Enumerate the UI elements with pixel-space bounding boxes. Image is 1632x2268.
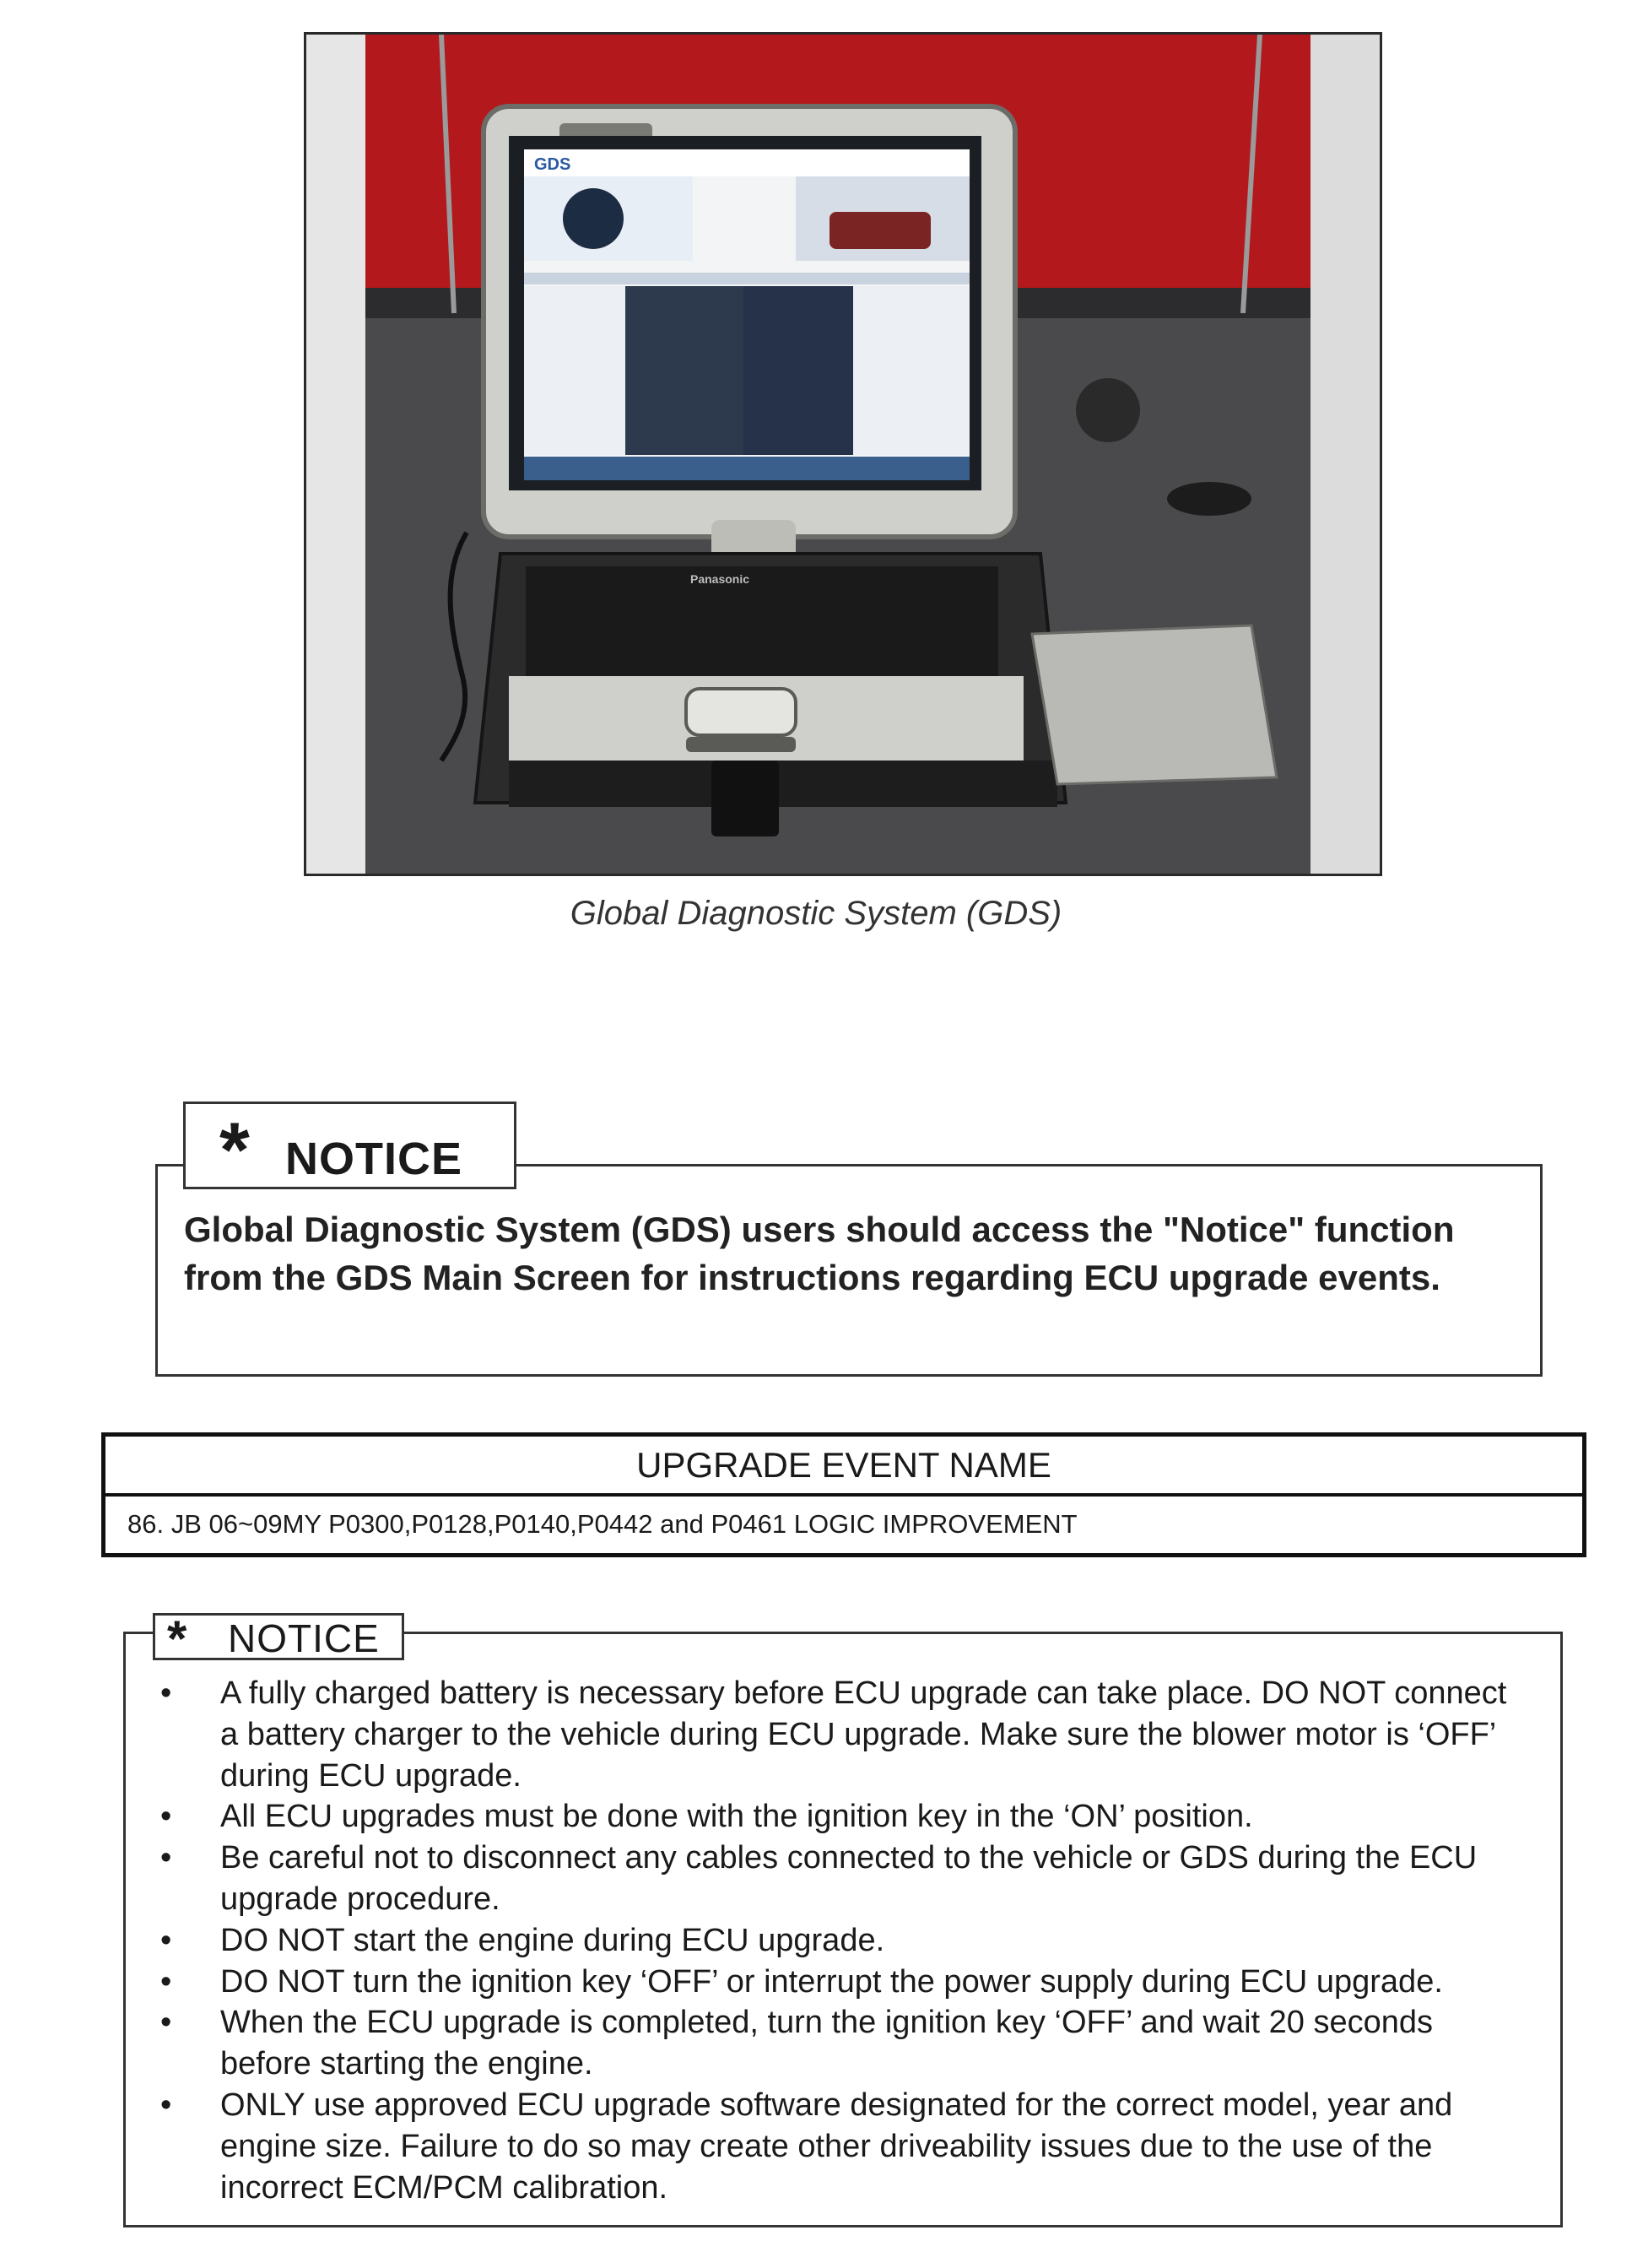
notice-text: Global Diagnostic System (GDS) users should access the "Notice" function from the GDS Main Screen for instructions regarding ECU upgrade events. <box>184 1210 1455 1297</box>
upgrade-event-table <box>101 1432 1586 1557</box>
bullet-icon: • <box>160 2087 172 2123</box>
notice-heading-tab <box>183 1102 516 1194</box>
list-item: • DO NOT turn the ignition key ‘OFF’ or interrupt the power supply during ECU upgrade. <box>160 1962 1527 2003</box>
bullet-icon: • <box>160 1922 172 1958</box>
list-item: • A fully charged battery is necessary before ECU upgrade can take place. DO NOT connect a battery charger to the vehicle during ECU upgrade. Make sure the blower motor is ‘OFF’ during ECU upgrade. <box>160 1673 1527 1796</box>
table-header: UPGRADE EVENT NAME <box>105 1437 1582 1497</box>
table-row: 86. JB 06~09MY P0300,P0128,P0140,P0442 and P0461 LOGIC IMPROVEMENT <box>127 1509 1078 1539</box>
notice-title: NOTICE <box>285 1134 463 1184</box>
gds-laptop-illustration <box>306 35 1380 874</box>
bullet-icon: • <box>160 1963 172 2000</box>
list-item: • When the ECU upgrade is completed, turn the ignition key ‘OFF’ and wait 20 seconds before starting the engine. <box>160 2002 1527 2085</box>
notice-title: NOTICE <box>228 1616 380 1660</box>
precaution-list <box>160 1673 1527 2208</box>
list-item: • All ECU upgrades must be done with the ignition key in the ‘ON’ position. <box>160 1796 1527 1838</box>
bullet-icon: • <box>160 2005 172 2041</box>
gds-photo <box>304 32 1382 876</box>
list-item: • DO NOT start the engine during ECU upgrade. <box>160 1920 1527 1962</box>
bullet-icon: • <box>160 1840 172 1876</box>
notice-asterisk-icon: * <box>167 1610 187 1667</box>
list-item: • Be careful not to disconnect any cables connected to the vehicle or GDS during the ECU upgrade procedure. <box>160 1838 1527 1920</box>
bullet-icon: • <box>160 1675 172 1711</box>
notice-asterisk-icon: * <box>219 1107 250 1194</box>
keyboard-brand-label: Panasonic <box>690 572 750 586</box>
notice-heading-tab <box>153 1610 404 1667</box>
photo-caption: Global Diagnostic System (GDS) <box>570 895 1062 932</box>
screen-gds-logo: GDS <box>534 155 571 174</box>
list-item: • ONLY use approved ECU upgrade software designated for the correct model, year and engine size. Failure to do so may create other driveability issues due to the use of the incorrect ECM/PCM calibration. <box>160 2085 1527 2208</box>
bullet-icon: • <box>160 1799 172 1835</box>
